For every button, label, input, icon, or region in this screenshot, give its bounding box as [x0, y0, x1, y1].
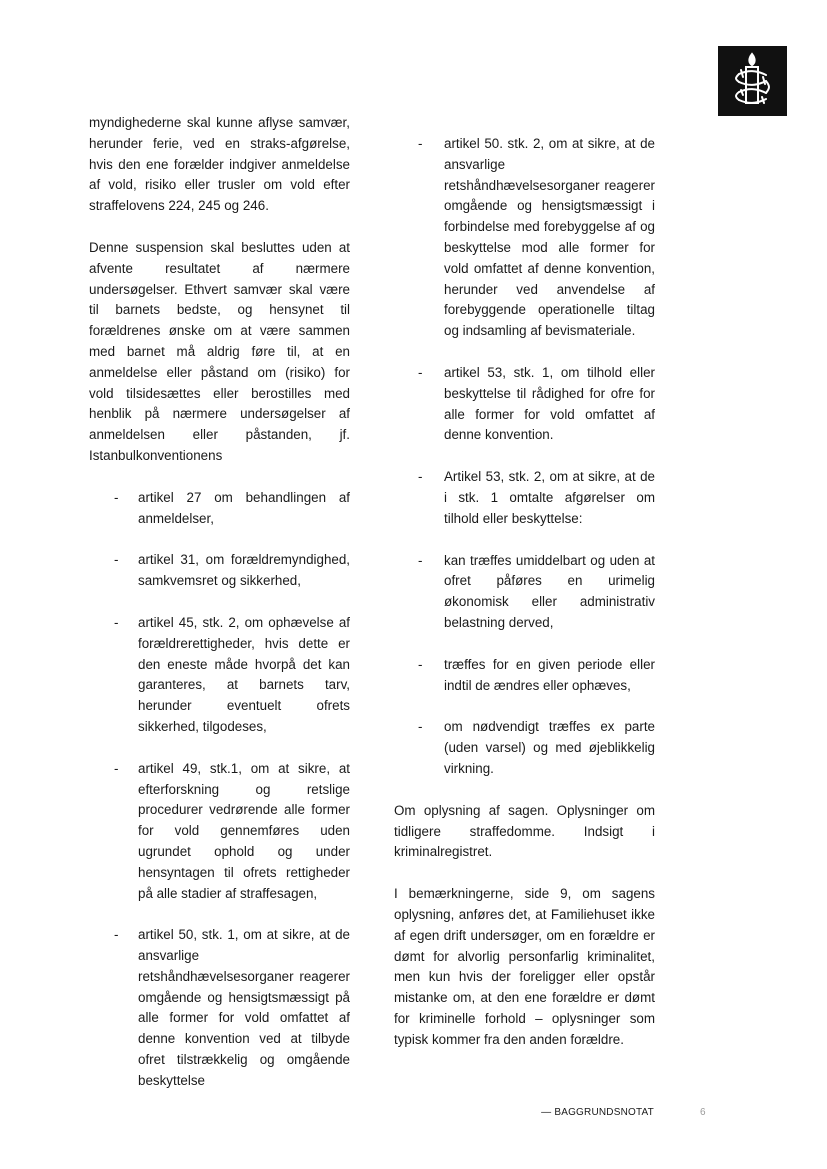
bullet-dash: - — [114, 614, 119, 630]
right-paragraph-1: Om oplysning af sagen. Oplysninger om tidligere straffedomme. Indsigt i kriminalregistret. — [394, 802, 655, 860]
list-item — [394, 467, 655, 529]
list-item — [394, 551, 655, 634]
list-item-text: artikel 27 om behandlingen af anmeldelser, — [138, 489, 350, 526]
bullet-dash: - — [114, 927, 119, 943]
bullet-dash: - — [418, 552, 423, 568]
left-column — [89, 113, 350, 1113]
amnesty-logo — [718, 46, 787, 116]
list-item — [89, 613, 350, 738]
left-paragraph-2: Denne suspension skal besluttes uden at afvente resultatet af nærmere undersøgelser. Ethvert samvær skal være til barnets bedste, og hensynet til forældrenes ønske om at være sammen med barnet må aldrig føre til, at en anmeldelse eller påstand om (risiko) for vold tilsidesættes eller berostilles med henblik på nærmere undersøgelser af anmeldelsen eller påstanden, jf. Istanbulkonventionens — [89, 239, 350, 463]
list-item — [394, 717, 655, 779]
list-item — [394, 655, 655, 697]
list-item-text: kan træffes umiddelbart og uden at ofret påføres en urimelig økonomisk eller administrativ belastning derved, — [444, 552, 655, 630]
list-item — [89, 550, 350, 592]
bullet-dash: - — [418, 136, 423, 151]
bullet-dash: - — [114, 760, 119, 776]
list-item — [89, 488, 350, 530]
list-item — [89, 925, 350, 1091]
footer-label: — BAGGRUNDSNOTAT — [541, 1107, 654, 1118]
candle-in-barbed-wire-icon — [718, 46, 787, 116]
page-number: 6 — [700, 1107, 706, 1118]
bullet-dash: - — [418, 656, 423, 672]
list-item — [89, 759, 350, 905]
list-item — [394, 134, 655, 342]
bullet-dash: - — [114, 489, 119, 505]
list-item-text: artikel 53, stk. 1, om tilhold eller beskyttelse til rådighed for ofre for alle former for vold omfattet af denne konvention. — [444, 364, 655, 443]
bullet-dash: - — [418, 719, 423, 735]
bullet-dash: - — [418, 364, 423, 380]
list-item-text: Artikel 53, stk. 2, om at sikre, at de i stk. 1 omtalte afgørelser om tilhold eller beskyttelse: — [444, 469, 655, 526]
list-item-text: om nødvendigt træffes ex parte (uden varsel) og med øjeblikkelig virkning. — [444, 719, 655, 776]
list-item — [394, 363, 655, 446]
bullet-dash: - — [418, 469, 423, 485]
right-paragraph-2: I bemærkningerne, side 9, om sagens oplysning, anføres det, at Familiehuset ikke af egen drift undersøger, om en forældre er dømt for alvorlig personfarlig kriminalitet, men kun hvis der foreligger eller opstår mistanke om, at den ene forældre er dømt for kriminelle forhold – oplysninger som typisk kommer fra den anden forældre. — [394, 886, 655, 1047]
list-item-text: artikel 49, stk.1, om at sikre, at efterforskning og retslige procedurer vedrørende alle former for vold gennemføres uden ugrundet ophold og under hensyntagen til ofrets rettigheder på alle stadier af straffesagen, — [138, 760, 350, 901]
right-column — [394, 134, 655, 1071]
list-item-text: artikel 50. stk. 2, om at sikre, at de ansvarlige retshåndhævelsesorganer reagerer omgående og hensigtsmæssigt i forbindelse med forebyggelse af og beskyttelse mod alle former for vold omfattet af denne konvention, herunder ved anvendelse af forebyggende operationelle tiltag og indsamling af bevismateriale. — [444, 136, 655, 339]
list-item-text: artikel 50, stk. 1, om at sikre, at de ansvarlige retshåndhævelsesorganer reagerer omgående og hensigtsmæssigt på alle former for vold omfattet af denne konvention ved at tilbyde ofret tilstrækkelig og omgående beskyttelse — [138, 927, 350, 1088]
bullet-dash: - — [114, 552, 119, 568]
list-item-text: artikel 31, om forældremyndighed, samkvemsret og sikkerhed, — [138, 552, 350, 589]
list-item-text: træffes for en given periode eller indtil de ændres eller ophæves, — [444, 656, 655, 693]
list-item-text: artikel 45, stk. 2, om ophævelse af forældrerettigheder, hvis dette er den eneste måde hvorpå det kan garanteres, at barnets tarv, herunder eventuelt ofrets sikkerhed, tilgodeses, — [138, 614, 350, 734]
left-paragraph-1: myndighederne skal kunne aflyse samvær, herunder ferie, ved en straks-afgørelse, hvis den ene forælder indgiver anmeldelse af vold, risiko eller trusler om vold efter straffelovens 224, 245 og 246. — [89, 115, 350, 214]
